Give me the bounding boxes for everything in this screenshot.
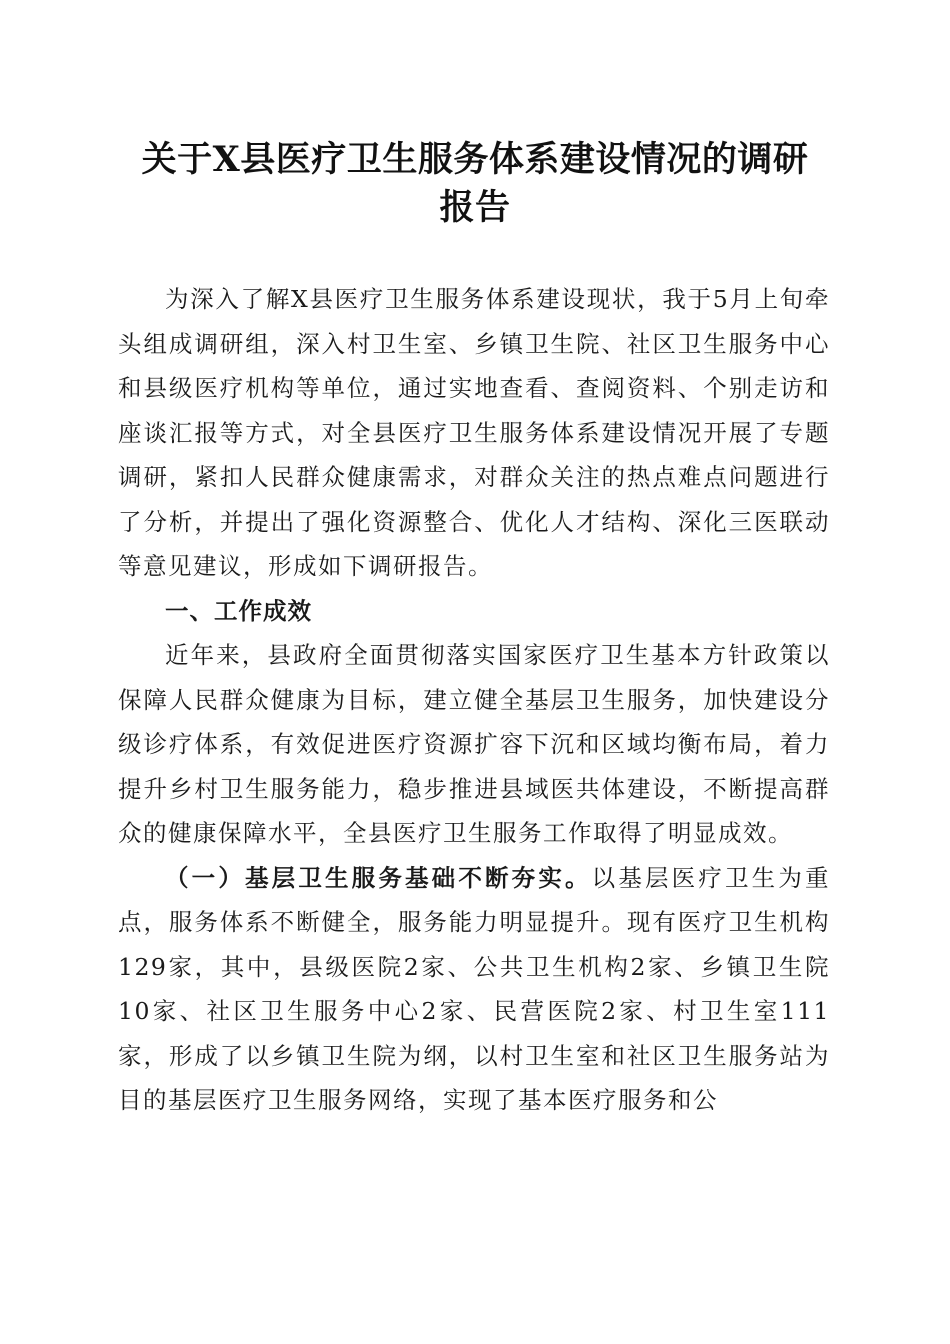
document-title bbox=[100, 136, 850, 232]
section-heading-achievements: 一、工作成效 bbox=[165, 596, 312, 625]
section-paragraph: 近年来，县政府全面贯彻落实国家医疗卫生基本方针政策以保障人民群众健康为目标，建立健全基层卫生服务，加快建设分级诊疗体系，有效促进医疗资源扩容下沉和区域均衡布局，着力提升乡村卫生服务能力，稳步推进县域医共体建设，不断提高群众的健康保障水平，全县医疗卫生服务工作取得了明显成效。 bbox=[118, 641, 830, 847]
title-line-2: 报告 bbox=[439, 187, 511, 228]
subsection-paragraph bbox=[118, 856, 830, 1123]
document-body bbox=[118, 277, 830, 1123]
intro-paragraph: 为深入了解X县医疗卫生服务体系建设现状，我于5月上旬牵头组成调研组，深入村卫生室、乡镇卫生院、社区卫生服务中心和县级医疗机构等单位，通过实地查看、查阅资料、个别走访和座谈汇报等方式，对全县医疗卫生服务体系建设情况开展了专题调研，紧扣人民群众健康需求，对群众关注的热点难点问题进行了分析，并提出了强化资源整合、优化人才结构、深化三医联动等意见建议，形成如下调研报告。 bbox=[118, 285, 830, 580]
title-line-1: 关于X县医疗卫生服务体系建设情况的调研 bbox=[141, 139, 809, 180]
subsection-text: 以基层医疗卫生为重点，服务体系不断健全，服务能力明显提升。现有医疗卫生机构129家，其中，县级医院2家、公共卫生机构2家、乡镇卫生院10家、社区卫生服务中心2家、民营医院2家、村卫生室111家，形成了以乡镇卫生院为纲，以村卫生室和社区卫生服务站为目的基层医疗卫生服务网络，实现了基本医疗服务和公 bbox=[118, 863, 831, 1114]
subsection-heading: （一）基层卫生服务基础不断夯实。 bbox=[165, 863, 592, 892]
